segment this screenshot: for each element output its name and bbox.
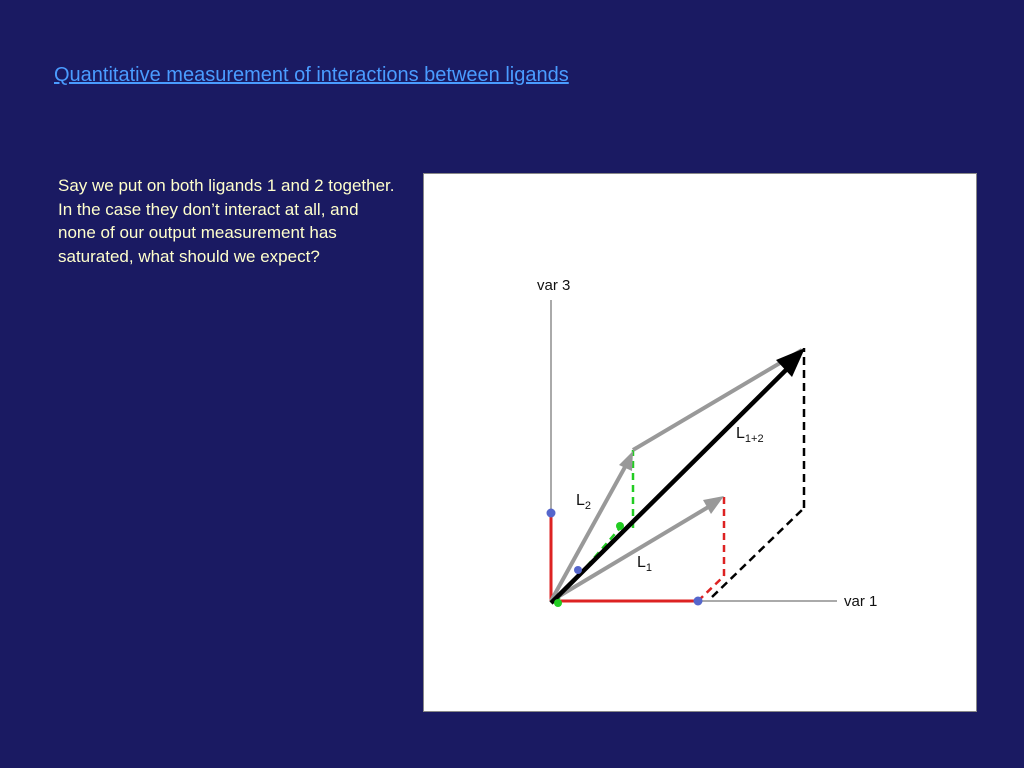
l1-label bbox=[637, 554, 652, 574]
l2-arrowhead bbox=[619, 451, 633, 471]
black-dashed-depth bbox=[712, 508, 804, 597]
origin-green-point bbox=[554, 599, 562, 607]
slide-title[interactable]: Quantitative measurement of interactions between ligands bbox=[54, 64, 569, 86]
l1-red-dashed-depth bbox=[698, 576, 724, 601]
l2-label-sub: 2 bbox=[584, 500, 592, 512]
l1-arrowhead bbox=[703, 496, 724, 514]
vector-diagram bbox=[424, 174, 976, 711]
l1-label-sub: 1 bbox=[645, 562, 653, 574]
depth-axis-point bbox=[574, 566, 582, 574]
l12-label-base: L bbox=[736, 425, 745, 442]
l1-label-base: L bbox=[637, 554, 646, 571]
var1-axis-label: var 1 bbox=[844, 593, 878, 610]
l12-label-sub: 1+2 bbox=[744, 433, 764, 445]
l2-label-base: L bbox=[576, 492, 585, 509]
l12-label bbox=[736, 425, 764, 445]
var1-axis-point bbox=[694, 597, 703, 606]
vector-diagram-panel bbox=[423, 173, 977, 712]
l12-resultant-vector bbox=[551, 368, 788, 603]
var3-axis-point bbox=[547, 509, 556, 518]
var3-axis-label: var 3 bbox=[537, 277, 571, 294]
body-text: Say we put on both ligands 1 and 2 together. In the case they don’t interact at all, and none of our output measurement has saturated, what should we expect? bbox=[58, 176, 395, 266]
l2-label bbox=[576, 492, 591, 512]
green-depth-point bbox=[616, 522, 624, 530]
l1-vector-arrow bbox=[551, 506, 710, 601]
